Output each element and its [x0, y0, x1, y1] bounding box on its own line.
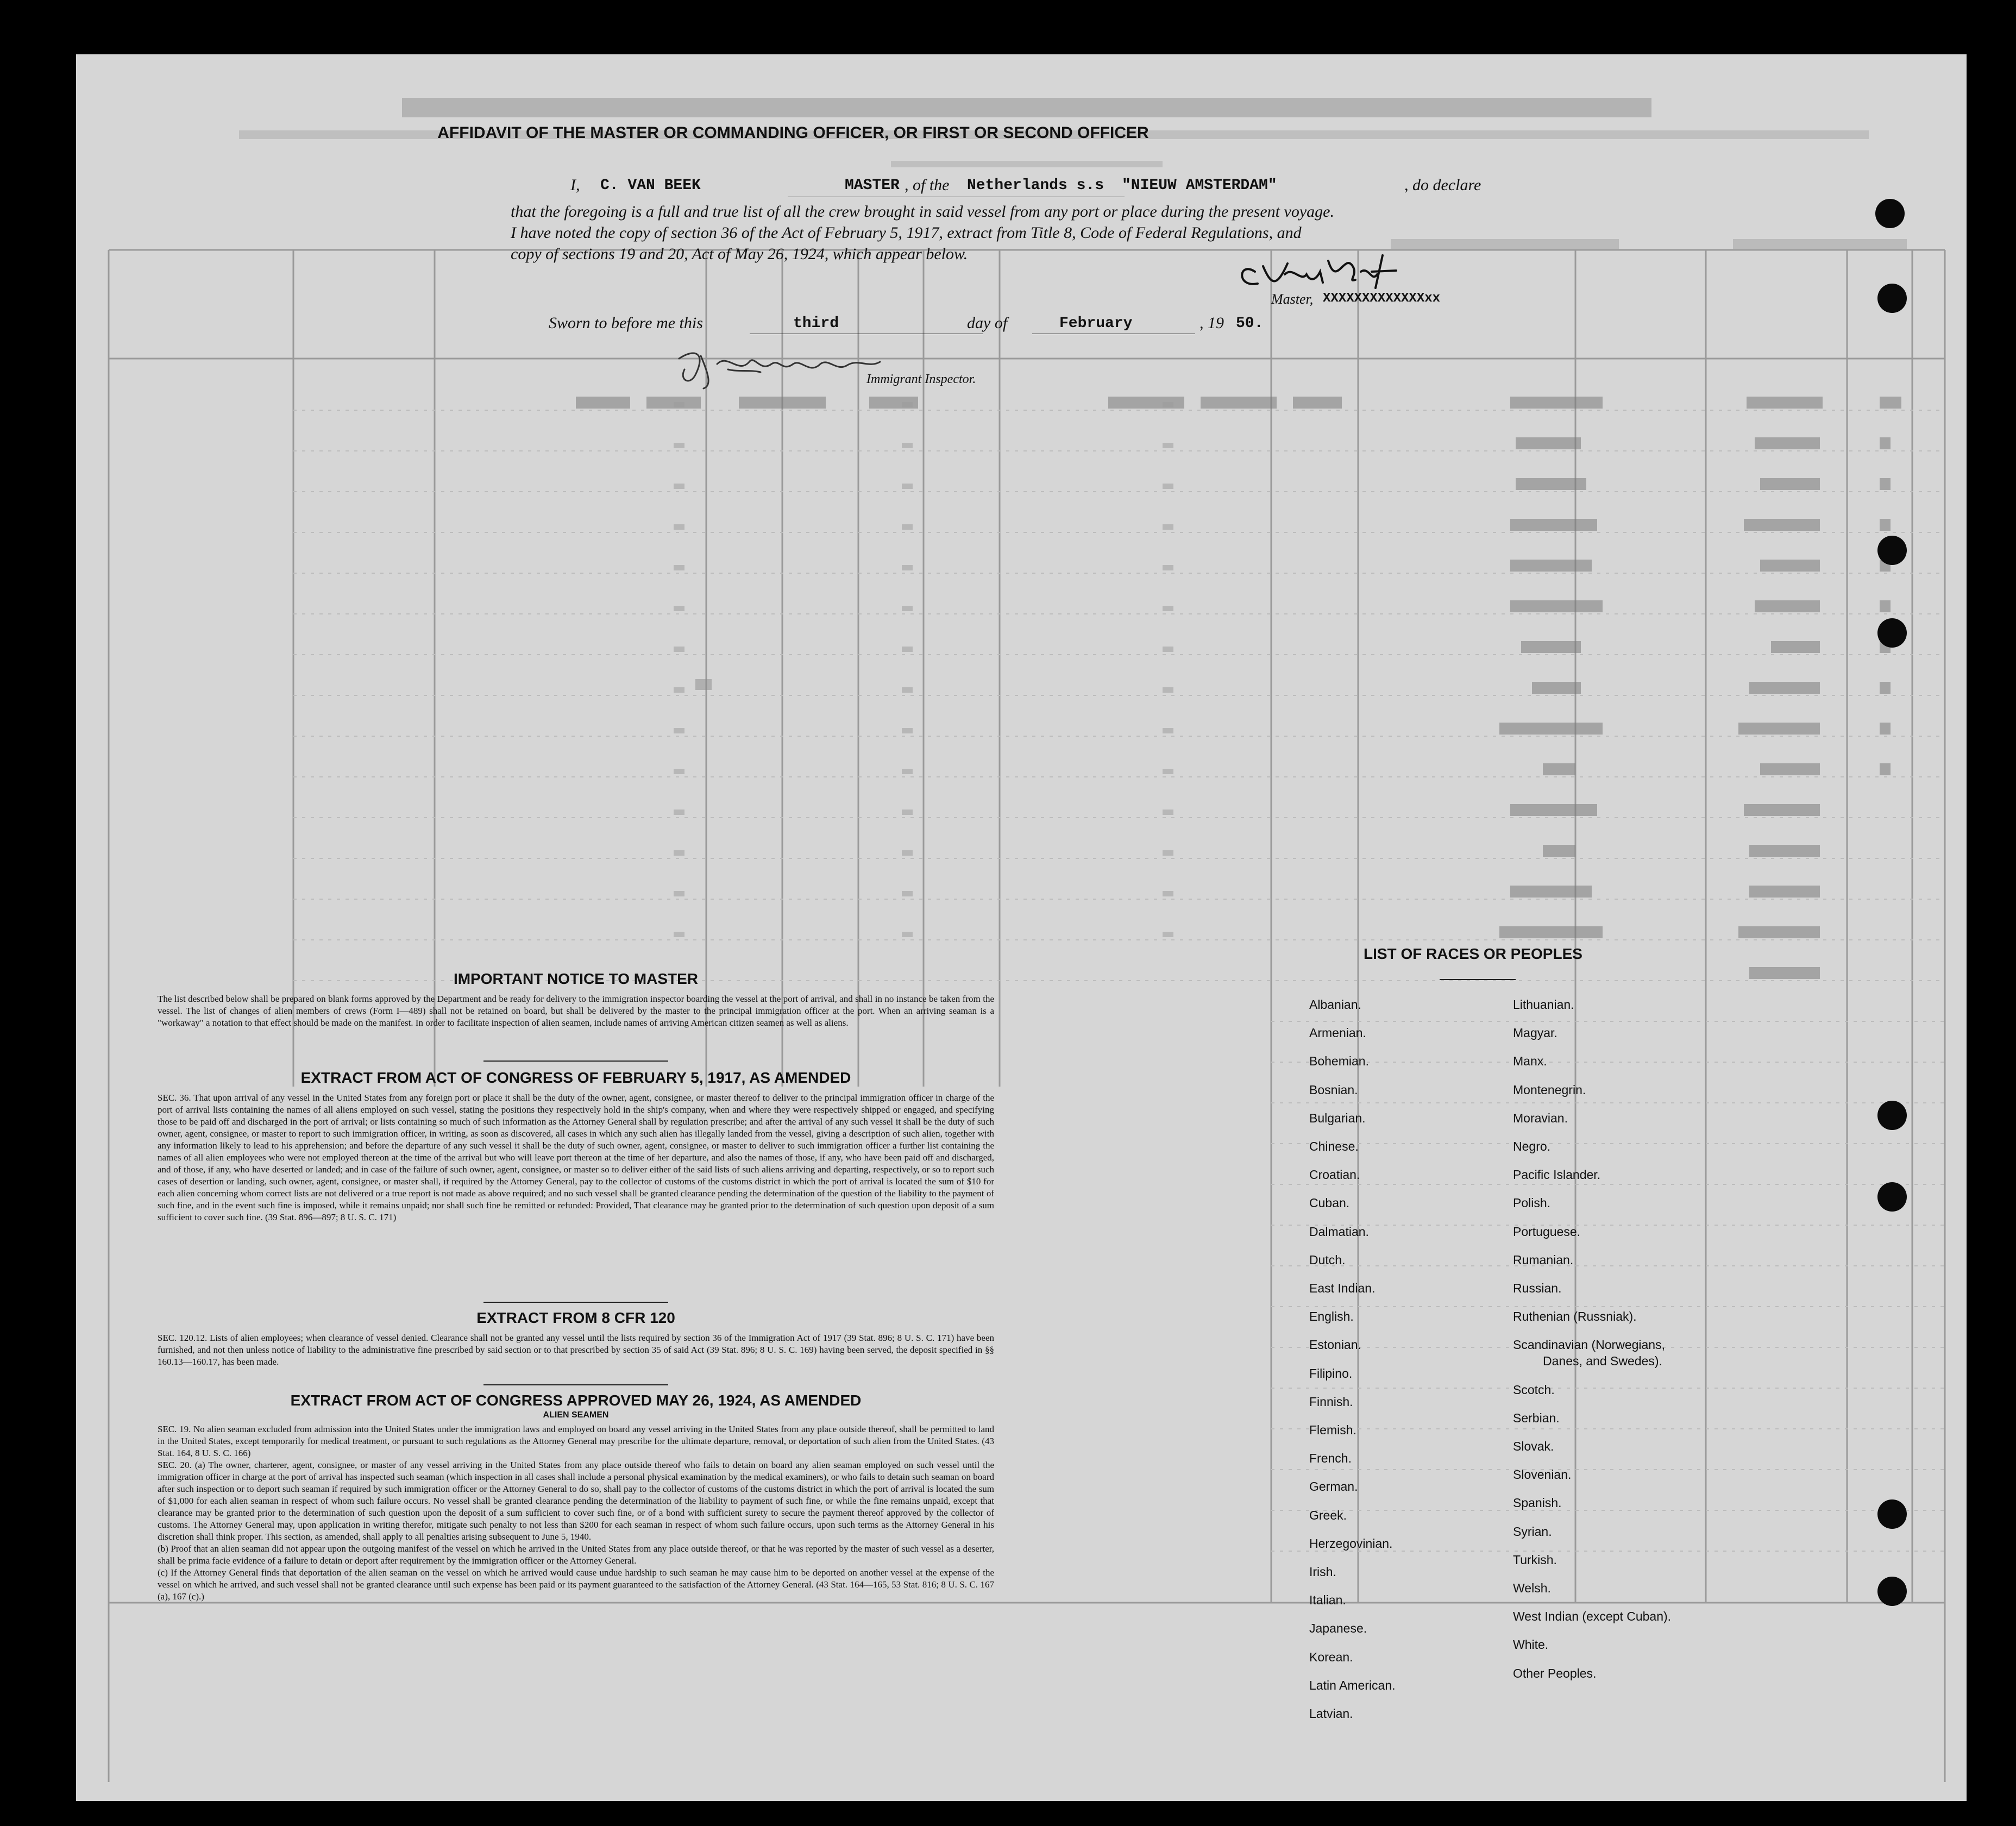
- race-item: Magyar.: [1513, 1026, 1557, 1040]
- master-label: Master,: [1271, 291, 1314, 307]
- punch-hole: [1875, 199, 1905, 228]
- master-struck-text: XXXXXXXXXXXXXxx: [1323, 291, 1441, 306]
- race-item: Herzegovinian.: [1309, 1536, 1393, 1551]
- race-item: Ruthenian (Russniak).: [1513, 1309, 1637, 1324]
- extract-1917-title: EXTRACT FROM ACT OF CONGRESS OF FEBRUARY 5, 1917, AS AMENDED: [300, 1069, 851, 1086]
- affidavit-line2: that the foregoing is a full and true list of all the crew brought in said vessel from any port or place during the present voyage.: [511, 203, 1334, 221]
- race-item: Flemish.: [1309, 1423, 1356, 1437]
- race-item: Turkish.: [1513, 1552, 1557, 1567]
- extract-1924-body: [158, 1423, 994, 1603]
- master-rank: MASTER: [845, 177, 900, 194]
- race-item: Korean.: [1309, 1649, 1353, 1664]
- race-item: Scandinavian (Norwegians,: [1513, 1338, 1665, 1352]
- race-item: Bohemian.: [1309, 1054, 1369, 1069]
- extract-1924-sec20b: (b) Proof that an alien seaman did not appear upon the outgoing manifest of the vessel on which he arrived in the United States from any place outside thereof, or that he was reported by the master of such vessel as a deserter, shall be prima facie evidence of a failure to detain or deport after requirement by the immigration officer or the Attorney General.: [158, 1543, 994, 1566]
- punch-hole: [1877, 1101, 1907, 1130]
- manifest-page: [76, 54, 1967, 1801]
- extract-cfr-title: EXTRACT FROM 8 CFR 120: [476, 1309, 675, 1326]
- punch-hole: [1877, 1499, 1907, 1529]
- extract-1924-title: EXTRACT FROM ACT OF CONGRESS APPROVED MAY 26, 1924, AS AMENDED: [290, 1392, 862, 1409]
- punch-hole: [1877, 618, 1907, 648]
- races-title-rule: [1440, 979, 1516, 980]
- vessel-nationality: Netherlands s.s: [967, 177, 1104, 194]
- race-item: Negro.: [1513, 1139, 1551, 1153]
- race-item: Slovak.: [1513, 1439, 1554, 1453]
- affidavit-line4: copy of sections 19 and 20, Act of May 26, 1924, which appear below.: [511, 245, 968, 263]
- punch-hole: [1877, 284, 1907, 313]
- race-item: Filipino.: [1309, 1366, 1353, 1381]
- race-item: Lithuanian.: [1513, 997, 1574, 1012]
- race-item: Japanese.: [1309, 1621, 1367, 1636]
- section-divider-2: [483, 1302, 668, 1303]
- vessel-name: "NIEUW AMSTERDAM": [1122, 177, 1277, 194]
- race-item: Manx.: [1513, 1054, 1547, 1069]
- race-item: Portuguese.: [1513, 1224, 1581, 1239]
- master-name: C. VAN BEEK: [600, 177, 701, 194]
- race-item: Russian.: [1513, 1281, 1562, 1295]
- do-declare-text: , do declare: [1404, 176, 1481, 194]
- race-item: Croatian.: [1309, 1168, 1360, 1182]
- race-item: Scotch.: [1513, 1382, 1555, 1397]
- sworn-month: February: [1059, 315, 1133, 332]
- extract-1924-subtitle: ALIEN SEAMEN: [543, 1410, 609, 1420]
- notice-title: IMPORTANT NOTICE TO MASTER: [453, 970, 699, 987]
- section-divider-3: [483, 1384, 668, 1385]
- race-item: English.: [1309, 1309, 1354, 1324]
- section-divider-1: [483, 1061, 668, 1062]
- race-item: Montenegrin.: [1513, 1082, 1586, 1097]
- affidavit-line3: I have noted the copy of section 36 of the Act of February 5, 1917, extract from Title 8, Code of Federal Regulations, and: [511, 224, 1302, 242]
- race-item: Latvian.: [1309, 1706, 1353, 1721]
- punch-hole: [1877, 536, 1907, 565]
- race-item: Finnish.: [1309, 1394, 1353, 1409]
- race-item: Italian.: [1309, 1593, 1346, 1608]
- year-suffix: 50.: [1236, 315, 1264, 332]
- race-item: Armenian.: [1309, 1026, 1366, 1040]
- race-item: German.: [1309, 1479, 1358, 1494]
- of-the-text: , of the: [905, 176, 950, 194]
- race-item: Dutch.: [1309, 1252, 1346, 1267]
- race-item: Spanish.: [1513, 1496, 1562, 1510]
- race-item: White.: [1513, 1637, 1549, 1652]
- race-item: West Indian (except Cuban).: [1513, 1609, 1672, 1624]
- race-item: French.: [1309, 1451, 1352, 1466]
- race-item: Albanian.: [1309, 997, 1361, 1012]
- race-item: Irish.: [1309, 1565, 1336, 1579]
- year-prefix: , 19: [1199, 314, 1224, 332]
- race-item: Other Peoples.: [1513, 1666, 1597, 1680]
- race-item: Latin American.: [1309, 1678, 1396, 1692]
- extract-1924-sec19: SEC. 19. No alien seaman excluded from admission into the United States under the immigration laws and employed on board any vessel arriving in the United States from any place outside thereof, shall be permitted to land in the United States, except temporarily for medical treatment, or pursuant to such regulations as the Attorney General may prescribe for the ultimate departure, removal, or deportation of such alien from the United States. (43 Stat. 164, 8 U. S. C. 166): [158, 1424, 994, 1458]
- race-item: Bulgarian.: [1309, 1110, 1366, 1125]
- extract-1924-sec20a: SEC. 20. (a) The owner, charterer, agent, consignee, or master of any vessel arriving in the United States from any place outside thereof who fails to detain on board any alien seaman employed on such vessel until the immigration officer in charge at the port of arrival has inspected such seaman (which inspection in all cases shall include a personal physical examination by the medical examiners), or who fails to detain such seaman on board after such inspection or to deport such seaman if required by such immigration officer or the Attorney General to do so, shall pay to the collector of customs of the customs district in which the port of arrival is located the sum of $1,000 for each alien seaman in respect of whom such failure occurs. No vessel shall be granted clearance pending the determination of the liability to payment of such fine, or while the fine remains unpaid, except that clearance may be granted prior to the determination of such question upon the deposit of a sum sufficient to cover such fine, or of a bond with sufficient surety to secure the payment thereof approved by the collector of customs. The Attorney General may, upon application in writing therefor, mitigate such penalty to not less than $200 for each seaman in respect of whom such failure occurs, upon such terms as the Attorney General in his discretion shall think proper. This section, as amended, shall apply to all penalties arising subsequent to June 5, 1940.: [158, 1460, 994, 1542]
- day-of-text: day of: [967, 314, 1008, 332]
- race-item: Dalmatian.: [1309, 1224, 1369, 1239]
- race-item: Danes, and Swedes).: [1543, 1354, 1662, 1369]
- extract-1924-sec20c: (c) If the Attorney General finds that deportation of the alien seaman on the vessel on which he arrived would cause undue hardship to such seaman he may cause him to be deported on another vessel at the expense of the vessel on which he arrived, and such vessel shall not be granted clearance until such expense has been paid or its payment guaranteed to the satisfaction of the Attorney General. (43 Stat. 164—165, 53 Stat. 816; 8 U. S. C. 167 (a), 167 (c).): [158, 1567, 994, 1602]
- race-item: Polish.: [1513, 1196, 1551, 1210]
- affidavit-heading: AFFIDAVIT OF THE MASTER OR COMMANDING OFFICER, OR FIRST OR SECOND OFFICER: [437, 124, 1149, 142]
- race-item: East Indian.: [1309, 1281, 1376, 1295]
- sworn-day: third: [793, 315, 839, 332]
- immigrant-inspector-label: Immigrant Inspector.: [866, 372, 976, 386]
- punch-hole: [1877, 1182, 1907, 1212]
- races-title: LIST OF RACES OR PEOPLES: [1364, 945, 1582, 962]
- punch-hole: [1877, 1577, 1907, 1606]
- race-item: Serbian.: [1513, 1410, 1560, 1425]
- race-item: Slovenian.: [1513, 1467, 1572, 1482]
- race-item: Moravian.: [1513, 1110, 1568, 1125]
- race-item: Rumanian.: [1513, 1252, 1574, 1267]
- race-item: Bosnian.: [1309, 1082, 1358, 1097]
- race-item: Chinese.: [1309, 1139, 1359, 1153]
- race-item: Greek.: [1309, 1508, 1347, 1522]
- extract-cfr-body: SEC. 120.12. Lists of alien employees; when clearance of vessel denied. Clearance shall not be granted any vessel until the lists required by section 36 of the Immigration Act of 1917 (39 Stat. 896; 8 U. S. C. 171) have been furnished, and not then unless notice of liability to the administrative fine prescribed by said section or to that prescribed by section 35 of said Act (39 Stat. 896; 8 U. S. C. 169) having been served, the deposit specified in §§ 160.13—160.17, has been made.: [158, 1333, 994, 1367]
- extract-1917-body: SEC. 36. That upon arrival of any vessel in the United States from any foreign port or place it shall be the duty of the owner, agent, consignee, or master thereof to deliver to the principal immigration officer in charge of the port of arrival lists containing the names of all aliens employed on such vessel, stating the positions they respectively hold in the ship's company, when and where they were respectively shipped or engaged, and specifying those to be paid off and discharged in the port of arrival; or lists containing so much of such information as the Attorney General shall by regulation prescribe; and after the arrival of any such vessel it shall be the duty of such owner, agent, consignee, or master to report to such immigration officer, in writing, as soon as discovered, all cases in which any such alien has illegally landed from the vessel, giving a description of such alien, together with any information likely to lead to his apprehension; and before the departure of any such vessel it shall be the duty of such owner, agent, consignee, or master to deliver to such immigration officer a further list containing the names of all alien employees who were not employed thereon at the time of the arrival but who will leave port thereon at the time of her departure, and also the names of those, if any, who have been paid off and discharged, and of those, if any, who have deserted or landed; and in case of the failure of such owner, agent, consignee, or master so to deliver either of the said lists of such aliens arriving and departing, respectively, or so to report such cases of desertion or landing, such owner, agent, consignee, or master shall, if required by the Attorney General, pay to the collector of customs of the customs district in which the port of arrival is located the sum of $10 for each alien concerning whom correct lists are not delivered or a true report is not made as above required; and no such vessel shall be granted clearance pending the determination of the question of the liability to the payment of such fine, and in the event such fine is imposed, while it remains unpaid; nor shall such fine be remitted or refunded: Provided, That clearance may be granted prior to the determination of such question upon deposit of a sum sufficient to cover such fine. (39 Stat. 896—897; 8 U. S. C. 171): [158, 1093, 994, 1222]
- race-item: Welsh.: [1513, 1581, 1551, 1595]
- notice-body: The list described below shall be prepared on blank forms approved by the Department and be ready for delivery to the immigration inspector boarding the vessel at the port of arrival, and shall in no instance be taken from the vessel. The list of changes of alien members of crews (Form I—489) shall not be retained on board, but shall be delivered by the master to the principal immigration officer at the port. When an arriving seaman is a "workaway" a notation to that effect should be made on the manifest. In order to facilitate inspection of alien seamen, include names of arriving American citizen seamen as well as aliens.: [158, 994, 994, 1028]
- race-item: Cuban.: [1309, 1196, 1350, 1210]
- race-item: Syrian.: [1513, 1524, 1552, 1539]
- race-item: Estonian.: [1309, 1338, 1361, 1352]
- race-item: Pacific Islander.: [1513, 1168, 1601, 1182]
- affidavit-prefix: I,: [570, 176, 580, 194]
- sworn-prefix: Sworn to before me this: [549, 314, 703, 332]
